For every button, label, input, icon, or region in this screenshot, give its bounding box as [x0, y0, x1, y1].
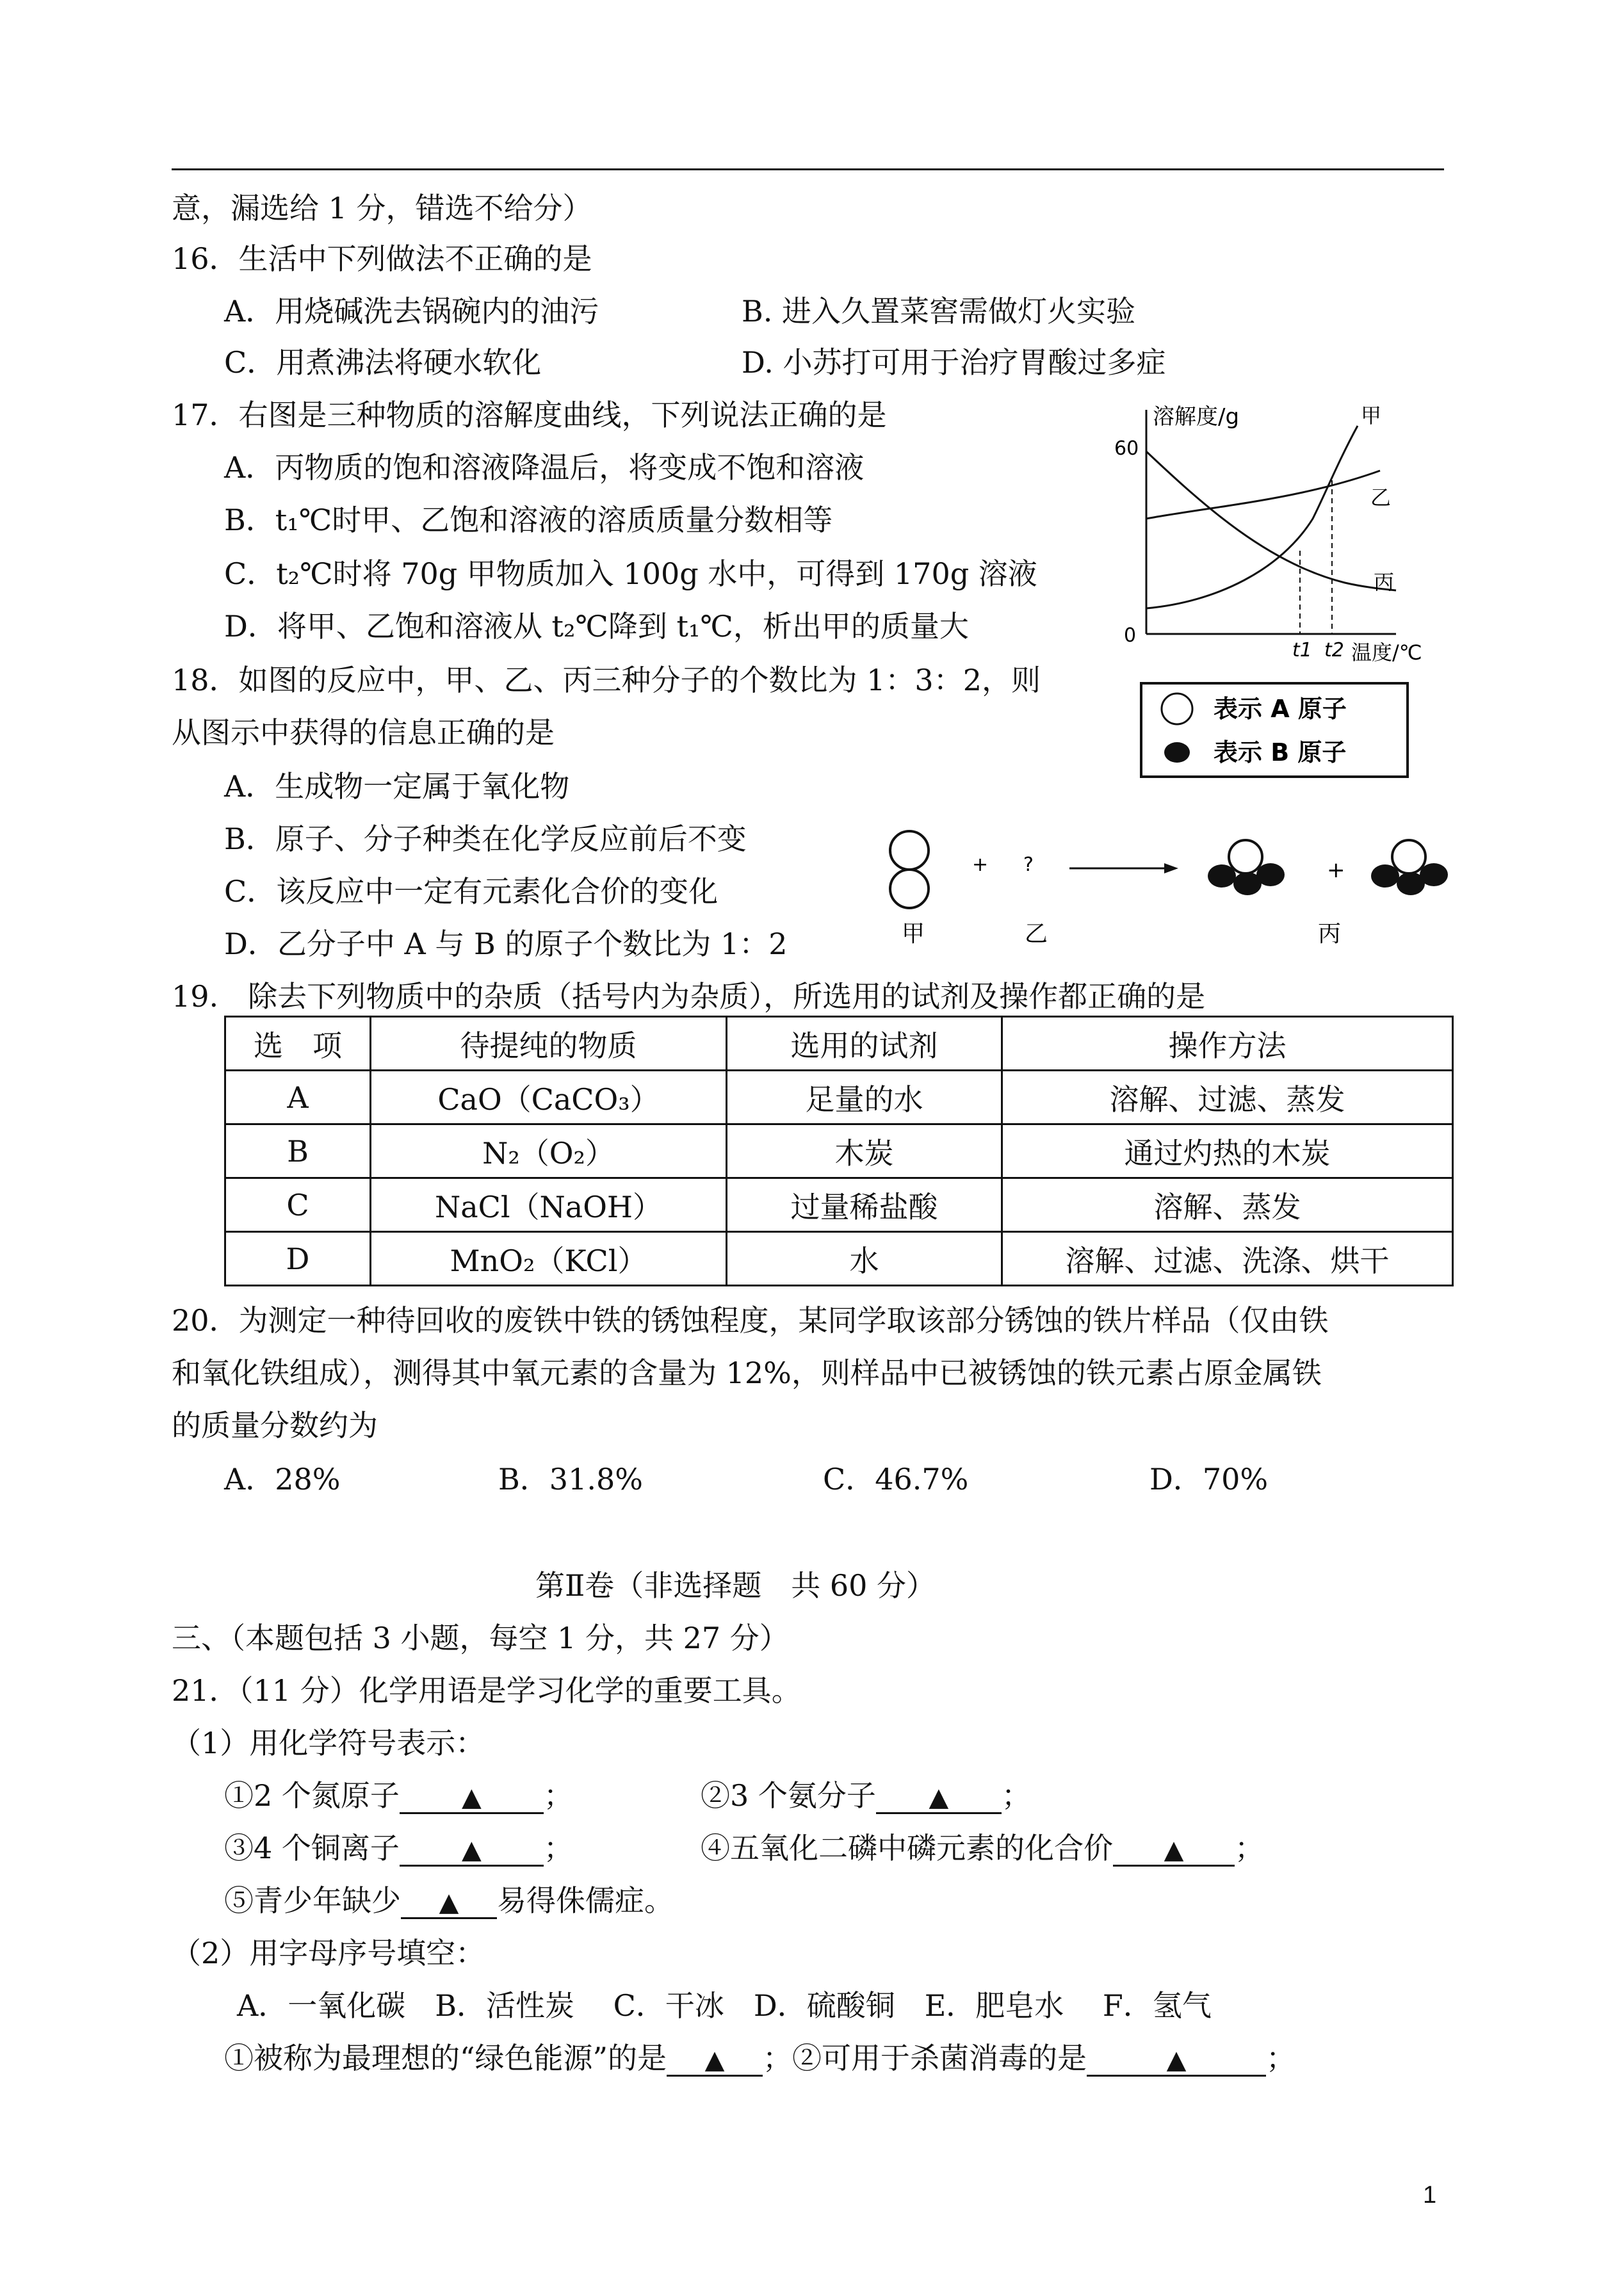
- fill-text-1: ①被称为最理想的“绿色能源”的是: [224, 2041, 667, 2075]
- table-cell: 水: [727, 1232, 1002, 1286]
- top-rule: [172, 168, 1444, 170]
- semicolon: ；: [543, 1778, 573, 1813]
- table-cell: C: [225, 1178, 371, 1232]
- table-header-cell: 选 项: [225, 1017, 371, 1071]
- series-label-bing: 丙: [1374, 570, 1395, 594]
- series-label-yi: 乙: [1370, 485, 1392, 510]
- q18-option-a: A．生成物一定属于氧化物: [224, 769, 570, 804]
- q21-options-list: A．一氧化碳 B．活性炭 C．干冰 D．硫酸铜 E．肥皂水 F．氢气: [237, 1988, 1212, 2023]
- series-label-jia: 甲: [1361, 403, 1382, 428]
- page-number: 1: [1423, 2182, 1437, 2209]
- item-text: ①2 个氮原子: [224, 1778, 400, 1813]
- blank-marker-icon: ▲: [462, 1783, 482, 1812]
- blank-marker-icon: ▲: [439, 1888, 459, 1917]
- table-row: [225, 1178, 1453, 1232]
- label-bing: 丙: [1318, 921, 1342, 947]
- unknown-molecule-mark: ?: [1023, 854, 1034, 876]
- table-cell: 过量稀盐酸: [727, 1178, 1002, 1232]
- q20-line3: 的质量分数约为: [172, 1408, 378, 1443]
- answer-blank[interactable]: [1113, 1833, 1235, 1867]
- blank-marker-icon: ▲: [1164, 1835, 1184, 1865]
- table-cell: MnO₂（KCl）: [371, 1232, 727, 1286]
- q21-item3: [224, 1829, 573, 1867]
- q18-stem-line1: 18．如图的反应中，甲、乙、丙三种分子的个数比为 1：3：2，则: [172, 663, 1041, 697]
- q20-line2: 和氧化铁组成），测得其中氧元素的含量为 12%，则样品中已被锈蚀的铁元素占原金属铁: [172, 1356, 1322, 1390]
- header-continuation: 意，漏选给 1 分，错选不给分）: [172, 191, 592, 225]
- item-text: ④五氧化二磷中磷元素的化合价: [701, 1831, 1113, 1865]
- q16-option-d: D. 小苏打可用于治疗胃酸过多症: [742, 345, 1166, 380]
- item-text: ②3 个氨分子: [701, 1778, 876, 1813]
- answer-blank[interactable]: [667, 2043, 763, 2077]
- q20-option-a: A．28%: [224, 1462, 341, 1496]
- table-header-cell: 选用的试剂: [727, 1017, 1002, 1071]
- item-text: ⑤青少年缺少: [224, 1883, 401, 1918]
- q21-item2: [701, 1776, 1031, 1815]
- q17-option-a: A．丙物质的饱和溶液降温后，将变成不饱和溶液: [224, 450, 865, 485]
- y-axis-label: 溶解度/g: [1153, 404, 1240, 430]
- q16-option-a: A．用烧碱洗去锅碗内的油污: [224, 294, 599, 328]
- plus-sign-right: +: [1327, 857, 1345, 883]
- impurity-removal-table: [224, 1016, 1454, 1286]
- table-cell: A: [225, 1071, 371, 1124]
- q18-option-c: C．该反应中一定有元素化合价的变化: [224, 874, 719, 909]
- reaction-arrow-head: [1164, 863, 1178, 873]
- origin-label: 0: [1124, 624, 1137, 647]
- answer-blank[interactable]: [876, 1781, 1002, 1814]
- answer-blank[interactable]: [1087, 2043, 1266, 2077]
- q18-option-d: D．乙分子中 A 与 B 的原子个数比为 1：2: [224, 927, 788, 961]
- table-header-cell: 操作方法: [1002, 1017, 1453, 1071]
- q20-option-d: D．70%: [1149, 1462, 1269, 1496]
- bing-molecule-2: [1371, 840, 1448, 895]
- q21-stem: 21．（11 分）化学用语是学习化学的重要工具。: [172, 1673, 801, 1708]
- q21-part2-heading: （2）用字母序号填空：: [172, 1936, 485, 1970]
- q21-item4: [701, 1829, 1264, 1867]
- answer-blank[interactable]: [400, 1833, 544, 1867]
- table-cell: B: [225, 1124, 371, 1178]
- q21-item5: [224, 1881, 674, 1920]
- q17-option-d: D．将甲、乙饱和溶液从 t₂℃降到 t₁℃，析出甲的质量大: [224, 609, 969, 644]
- curve-bing: [1146, 451, 1396, 590]
- table-cell: 木炭: [727, 1124, 1002, 1178]
- curve-jia: [1146, 426, 1358, 608]
- table-row: [225, 1232, 1453, 1286]
- table-cell: 溶解、过滤、蒸发: [1002, 1071, 1453, 1124]
- q21-item1: [224, 1776, 573, 1815]
- blank-marker-icon: ▲: [462, 1835, 482, 1865]
- t1-tick-label: t1: [1292, 639, 1312, 661]
- table-cell: 溶解、过滤、洗涤、烘干: [1002, 1232, 1453, 1286]
- curve-yi: [1146, 471, 1380, 519]
- q17-option-b: B．t₁℃时甲、乙饱和溶液的溶质质量分数相等: [224, 503, 833, 537]
- table-header-row: [225, 1017, 1453, 1071]
- item-text-end: 易得侏儒症。: [497, 1883, 674, 1918]
- q18-stem-line2: 从图示中获得的信息正确的是: [172, 715, 555, 750]
- q16-option-b: B. 进入久置菜窖需做灯火实验: [742, 294, 1136, 328]
- q21-fill-line: [224, 2039, 1295, 2077]
- bing-molecule-1: [1208, 840, 1285, 895]
- semicolon: ；: [1001, 1778, 1031, 1813]
- q20-line1: 20．为测定一种待回收的废铁中铁的锈蚀程度，某同学取该部分锈蚀的铁片样品（仅由铁: [172, 1303, 1329, 1338]
- answer-blank[interactable]: [400, 1781, 544, 1814]
- table-cell: N₂（O₂）: [371, 1124, 727, 1178]
- label-yi: 乙: [1025, 921, 1048, 947]
- reaction-diagram: [877, 820, 1466, 961]
- semicolon: ；: [543, 1831, 573, 1865]
- table-row: [225, 1071, 1453, 1124]
- plus-sign-left: +: [972, 854, 989, 876]
- jia-molecule-top-atom: [890, 831, 929, 870]
- x-axis-label: 温度/℃: [1351, 640, 1422, 665]
- legend-a-text: 表示 A 原子: [1214, 695, 1347, 723]
- semicolon: ；: [1235, 1831, 1264, 1865]
- table-cell: 溶解、蒸发: [1002, 1178, 1453, 1232]
- jia-molecule-bottom-atom: [890, 870, 929, 908]
- table-cell: NaCl（NaOH）: [371, 1178, 727, 1232]
- legend-b-text: 表示 B 原子: [1214, 738, 1347, 766]
- t2-tick-label: t2: [1324, 639, 1344, 661]
- q17-stem: 17．右图是三种物质的溶解度曲线，下列说法正确的是: [172, 398, 887, 432]
- semicolon: ；: [1266, 2041, 1296, 2075]
- q20-option-c: C．46.7%: [823, 1462, 969, 1496]
- table-header-cell: 待提纯的物质: [371, 1017, 727, 1071]
- q16-option-c: C．用煮沸法将硬水软化: [224, 345, 542, 380]
- part-two-heading: 第Ⅱ卷（非选择题 共 60 分）: [535, 1568, 936, 1603]
- y-tick-60: 60: [1114, 437, 1139, 460]
- fill-text-2: ；②可用于杀菌消毒的是: [763, 2041, 1087, 2075]
- section-three-heading: 三、（本题包括 3 小题，每空 1 分，共 27 分）: [172, 1621, 789, 1655]
- atom-legend-box: [1140, 682, 1409, 778]
- table-row: [225, 1124, 1453, 1178]
- answer-blank[interactable]: [401, 1886, 497, 1919]
- q16-stem: 16．生活中下列做法不正确的是: [172, 241, 592, 276]
- blank-marker-icon: ▲: [929, 1783, 949, 1812]
- blank-marker-icon: ▲: [704, 2045, 725, 2075]
- q17-option-c: C．t₂℃时将 70g 甲物质加入 100g 水中，可得到 170g 溶液: [224, 556, 1037, 591]
- q18-option-b: B．原子、分子种类在化学反应前后不变: [224, 822, 747, 856]
- a-atom-icon: [1162, 693, 1192, 724]
- item-text: ③4 个铜离子: [224, 1831, 400, 1865]
- solubility-curve-graph: [1089, 397, 1447, 666]
- q19-stem: 19. 除去下列物质中的杂质（括号内为杂质），所选用的试剂及操作都正确的是: [172, 979, 1206, 1014]
- table-cell: 通过灼热的木炭: [1002, 1124, 1453, 1178]
- table-cell: 足量的水: [727, 1071, 1002, 1124]
- table-cell: CaO（CaCO₃）: [371, 1071, 727, 1124]
- table-cell: D: [225, 1232, 371, 1286]
- blank-marker-icon: ▲: [1166, 2045, 1187, 2075]
- q21-part1-heading: （1）用化学符号表示：: [172, 1726, 485, 1760]
- label-jia: 甲: [902, 921, 925, 947]
- q20-option-b: B．31.8%: [498, 1462, 643, 1496]
- b-atom-icon: [1164, 742, 1190, 763]
